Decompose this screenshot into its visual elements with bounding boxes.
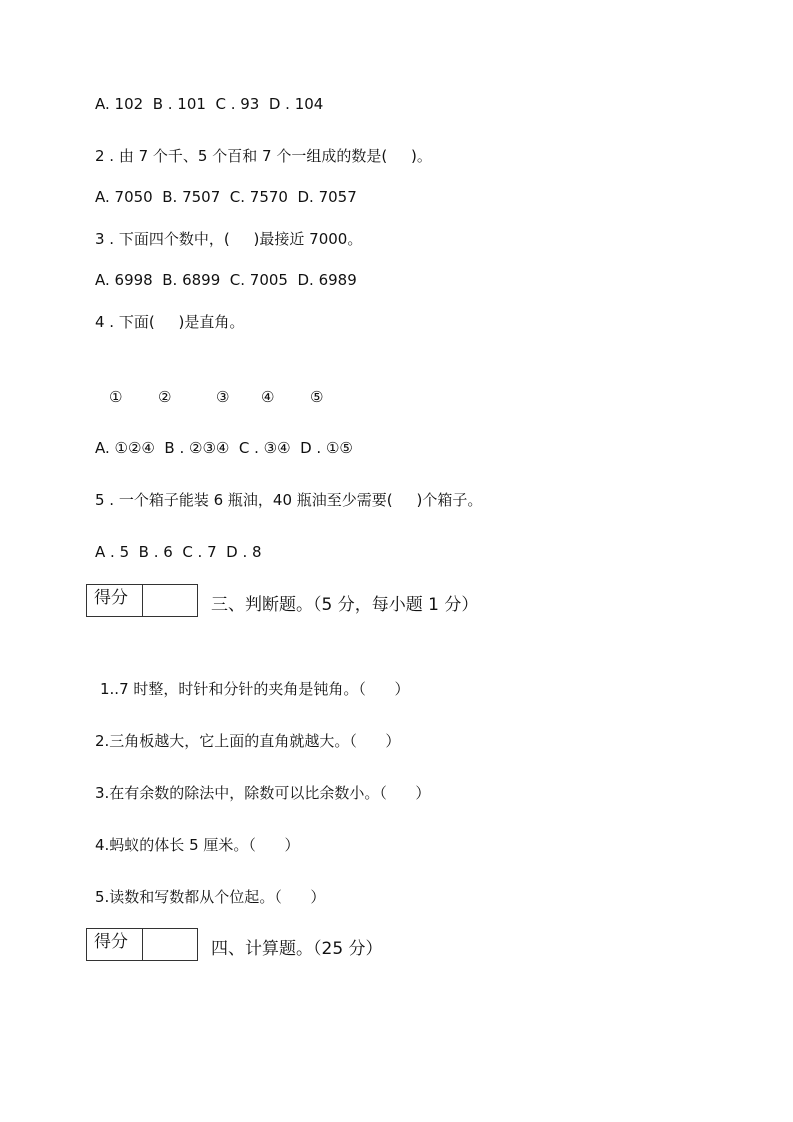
judgement-item: 2.三角板越大，它上面的直角就越大。（ ） xyxy=(95,732,401,750)
q3-stem: 3 . 下面四个数中，( )最接近 7000。 xyxy=(95,230,363,248)
q2-stem: 2 . 由 7 个千、5 个百和 7 个一组成的数是( )。 xyxy=(95,147,432,165)
judgement-item: 3.在有余数的除法中，除数可以比余数小。（ ） xyxy=(95,784,431,802)
score-box xyxy=(86,584,198,617)
score-blank xyxy=(143,585,197,616)
q4-figure-label: ④ xyxy=(261,388,275,406)
q4-stem: 4 . 下面( )是直角。 xyxy=(95,313,245,331)
score-label: 得分 xyxy=(87,929,143,960)
q4-figure-label: ② xyxy=(158,388,172,406)
q2-options: A. 7050 B. 7507 C. 7570 D. 7057 xyxy=(95,188,357,206)
q4-figure-label: ① xyxy=(109,388,123,406)
score-box xyxy=(86,928,198,961)
q5-stem: 5 . 一个箱子能装 6 瓶油，40 瓶油至少需要( )个箱子。 xyxy=(95,491,483,509)
judgement-item: 4.蚂蚁的体长 5 厘米。（ ） xyxy=(95,836,300,854)
q1-options: A. 102 B . 101 C . 93 D . 104 xyxy=(95,95,324,113)
q4-options: A. ①②④ B . ②③④ C . ③④ D . ①⑤ xyxy=(95,439,353,457)
q4-figure-label: ⑤ xyxy=(310,388,324,406)
section-title-calculation: 四、计算题。（25 分） xyxy=(211,939,383,959)
score-blank xyxy=(143,929,197,960)
score-label: 得分 xyxy=(87,585,143,616)
section-title-judgement: 三、判断题。（5 分，每小题 1 分） xyxy=(211,595,479,615)
judgement-item: 1..7 时整，时针和分针的夹角是钝角。（ ） xyxy=(100,680,410,698)
q3-options: A. 6998 B. 6899 C. 7005 D. 6989 xyxy=(95,271,357,289)
q4-figure-label: ③ xyxy=(216,388,230,406)
judgement-item: 5.读数和写数都从个位起。（ ） xyxy=(95,888,326,906)
q5-options: A . 5 B . 6 C . 7 D . 8 xyxy=(95,543,262,561)
